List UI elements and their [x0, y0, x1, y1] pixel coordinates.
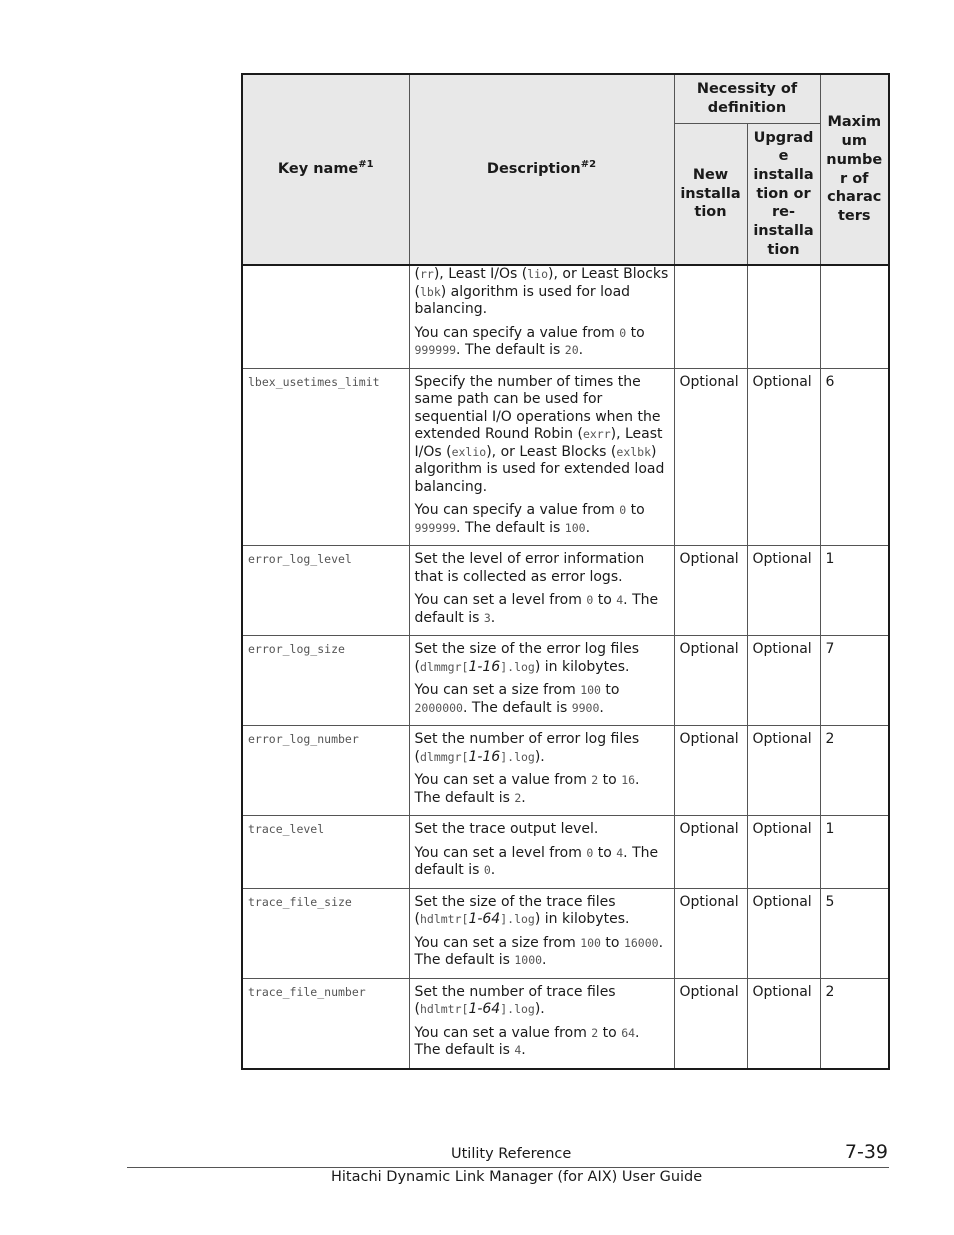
table-row [242, 726, 889, 816]
code-text: 999999 [414, 343, 457, 357]
description-paragraph [415, 1025, 669, 1060]
code-text: 3 [483, 610, 491, 625]
table-row [242, 368, 889, 546]
book-title: Hitachi Dynamic Link Manager (for AIX) User Guide [331, 1169, 703, 1185]
text-run: to [626, 502, 645, 518]
text-run: ( [414, 266, 420, 282]
text-run: . [490, 862, 496, 878]
text-run: to [626, 324, 645, 341]
description-paragraph [415, 502, 669, 537]
text-run: . The default is [414, 934, 664, 968]
text-run: You can set a size from [414, 682, 581, 698]
key-name-cell: trace_file_size [242, 888, 409, 978]
footnote-mark: #1 [358, 159, 374, 171]
footnote-mark: #2 [580, 159, 597, 171]
code-text: 0 [586, 593, 594, 607]
text-run: ), Least I/Os ( [414, 426, 663, 460]
description-paragraph [415, 592, 669, 627]
upgrade-install-cell: Optional [747, 368, 820, 546]
text-run: Set the trace output level. [414, 821, 599, 837]
text-run: Set the number of error log files ( [414, 731, 640, 765]
description-paragraph [415, 266, 669, 319]
header-max-chars: Maxim um numbe r of charac ters [820, 74, 889, 265]
text-run: . The default is [414, 1024, 640, 1058]
description-cell [409, 816, 674, 889]
text-run: to [600, 682, 620, 698]
upgrade-install-cell: Optional [747, 636, 820, 726]
text-run: Set the size of the trace files ( [414, 893, 616, 927]
text-run: to [598, 772, 622, 788]
range-text: 1-16 [468, 658, 501, 675]
footer-divider [127, 1167, 889, 1168]
table-row [242, 978, 889, 1069]
description-paragraph [415, 551, 669, 586]
text-run: ) algorithm is used for extended load balancing. [414, 443, 665, 495]
text-run: You can set a value from [414, 772, 592, 788]
range-text: 1-16 [468, 748, 501, 765]
text-run: You can set a value from [414, 1024, 592, 1041]
text-run: You can specify a value from [414, 502, 620, 518]
key-name-cell: lbex_usetimes_limit [242, 368, 409, 546]
code-text: rr [419, 267, 434, 281]
key-name-cell: error_log_size [242, 636, 409, 726]
text-run: You can set a size from [414, 934, 581, 951]
text-run: . [599, 699, 604, 716]
table-row [242, 888, 889, 978]
text-run: . [542, 952, 547, 968]
text-run: . [521, 789, 526, 806]
text-run: . The default is [414, 592, 659, 626]
range-text: 1-64 [468, 1001, 501, 1017]
header-upgrade-install: Upgrad e installa tion or re- installa tion [747, 124, 820, 266]
key-name-cell: error_log_level [242, 546, 409, 636]
text-run: ) in kilobytes. [534, 658, 630, 675]
code-text: 2 [514, 790, 522, 805]
code-text: 2 [591, 1025, 599, 1040]
code-text: 4 [616, 593, 624, 607]
header-new-install: New installa tion [674, 124, 747, 266]
text-run: . [521, 1042, 526, 1058]
range-text: 1-64 [468, 911, 501, 927]
code-text: 0 [619, 503, 627, 517]
text-run: to [593, 592, 617, 608]
code-text: 0 [619, 325, 627, 340]
key-name-cell: trace_level [242, 816, 409, 889]
description-cell [409, 368, 674, 546]
page-number: 7-39 [844, 1141, 888, 1163]
code-text: dlmmgr[ [419, 659, 469, 674]
description-paragraph [415, 845, 669, 880]
code-text: 2 [591, 773, 599, 787]
table-row [242, 816, 889, 889]
code-text: hdlmtr[ [419, 912, 469, 926]
code-text: dlmmgr[ [419, 749, 469, 764]
table-row [242, 636, 889, 726]
code-text: hdlmtr[ [419, 1002, 469, 1016]
description-cell [409, 978, 674, 1069]
description-cell [409, 888, 674, 978]
text-run: Set the number of trace files ( [414, 983, 616, 1017]
text-run: ), or Least Blocks ( [414, 266, 669, 300]
description-cell [409, 726, 674, 816]
text-run: ). [534, 1001, 545, 1017]
code-text: 16 [621, 773, 636, 787]
text-run: . The default is [414, 844, 659, 878]
code-text: exlio [451, 444, 487, 459]
code-text: 100 [580, 683, 601, 697]
new-install-cell: Optional [674, 888, 747, 978]
new-install-cell: Optional [674, 816, 747, 889]
new-install-cell: Optional [674, 636, 747, 726]
code-text: 9900 [571, 700, 600, 715]
new-install-cell: Optional [674, 726, 747, 816]
key-name-cell: error_log_number [242, 726, 409, 816]
code-text: exlbk [616, 444, 652, 459]
new-install-cell: Optional [674, 546, 747, 636]
description-paragraph [415, 935, 669, 970]
text-run: . The default is [456, 342, 565, 358]
new-install-cell [674, 265, 747, 368]
text-run: ) in kilobytes. [534, 911, 630, 927]
description-paragraph [415, 641, 669, 676]
text-run: . [585, 519, 591, 536]
code-text: 100 [564, 520, 586, 535]
new-install-cell: Optional [674, 978, 747, 1069]
code-text: 4 [616, 845, 624, 860]
code-text: 20 [564, 343, 579, 357]
max-chars-cell: 2 [820, 978, 889, 1069]
code-text: 4 [514, 1043, 522, 1057]
max-chars-cell [820, 265, 889, 368]
max-chars-cell: 1 [820, 816, 889, 889]
code-text: 64 [621, 1025, 636, 1040]
code-text: lio [527, 267, 549, 281]
code-text: ].log [500, 912, 535, 926]
description-paragraph [415, 682, 669, 717]
description-paragraph [415, 894, 669, 929]
text-run: to [598, 1024, 622, 1041]
text-run: . The default is [462, 699, 572, 716]
text-run: . The default is [456, 519, 565, 536]
code-text: ].log [500, 1002, 535, 1016]
key-name-cell: trace_file_number [242, 978, 409, 1069]
description-paragraph [415, 325, 669, 360]
text-run: to [600, 934, 624, 951]
code-text: ].log [500, 749, 535, 764]
text-run: ). [534, 748, 545, 765]
text-run: Specify the number of times the same path can be used for sequential I/O operations when the extended Round Robin ( [414, 373, 661, 442]
code-text: 16000 [623, 935, 659, 950]
description-paragraph [415, 984, 669, 1019]
text-run: You can set a level from [414, 844, 587, 861]
new-install-cell: Optional [674, 368, 747, 546]
upgrade-install-cell: Optional [747, 978, 820, 1069]
text-run: ), or Least Blocks ( [486, 443, 617, 460]
footer-section-title: Utility Reference [451, 1146, 572, 1162]
upgrade-install-cell: Optional [747, 816, 820, 889]
code-text: 999999 [414, 520, 457, 535]
description-paragraph [415, 821, 669, 839]
text-run: . [490, 609, 496, 626]
code-text: 100 [580, 935, 601, 950]
table-row [242, 265, 889, 368]
text-run: Set the size of the error log files ( [414, 641, 640, 675]
code-text: 2000000 [414, 700, 463, 715]
description-paragraph [415, 772, 669, 807]
header-description: Description$^{\#2}$ [409, 74, 674, 265]
parameter-table [241, 73, 890, 1070]
max-chars-cell: 7 [820, 636, 889, 726]
text-run: You can set a level from [414, 592, 587, 608]
text-run: ) algorithm is used for load balancing. [414, 283, 631, 317]
text-run: to [593, 844, 617, 861]
code-text: 0 [586, 845, 594, 860]
text-run: . [578, 342, 584, 358]
code-text: lbk [419, 284, 441, 299]
description-cell [409, 636, 674, 726]
description-cell [409, 546, 674, 636]
text-run: You can specify a value from [414, 324, 620, 341]
text-run: ), Least I/Os ( [433, 266, 528, 282]
max-chars-cell: 5 [820, 888, 889, 978]
description-paragraph [415, 731, 669, 766]
header-necessity: Necessity of definition [674, 74, 820, 124]
table-row [242, 546, 889, 636]
description-cell [409, 265, 674, 368]
key-name-cell [242, 265, 409, 368]
upgrade-install-cell: Optional [747, 546, 820, 636]
header-key-name: Key name$^{\#1}$ [242, 74, 409, 265]
code-text: 0 [483, 863, 491, 877]
code-text: ].log [500, 659, 535, 674]
max-chars-cell: 6 [820, 368, 889, 546]
upgrade-install-cell [747, 265, 820, 368]
code-text: exrr [582, 427, 611, 441]
upgrade-install-cell: Optional [747, 726, 820, 816]
text-run: . The default is [414, 772, 640, 806]
text-run: Set the level of error information that is collected as error logs. [414, 551, 645, 585]
description-paragraph [415, 374, 669, 497]
upgrade-install-cell: Optional [747, 888, 820, 978]
max-chars-cell: 2 [820, 726, 889, 816]
max-chars-cell: 1 [820, 546, 889, 636]
code-text: 1000 [514, 953, 543, 967]
